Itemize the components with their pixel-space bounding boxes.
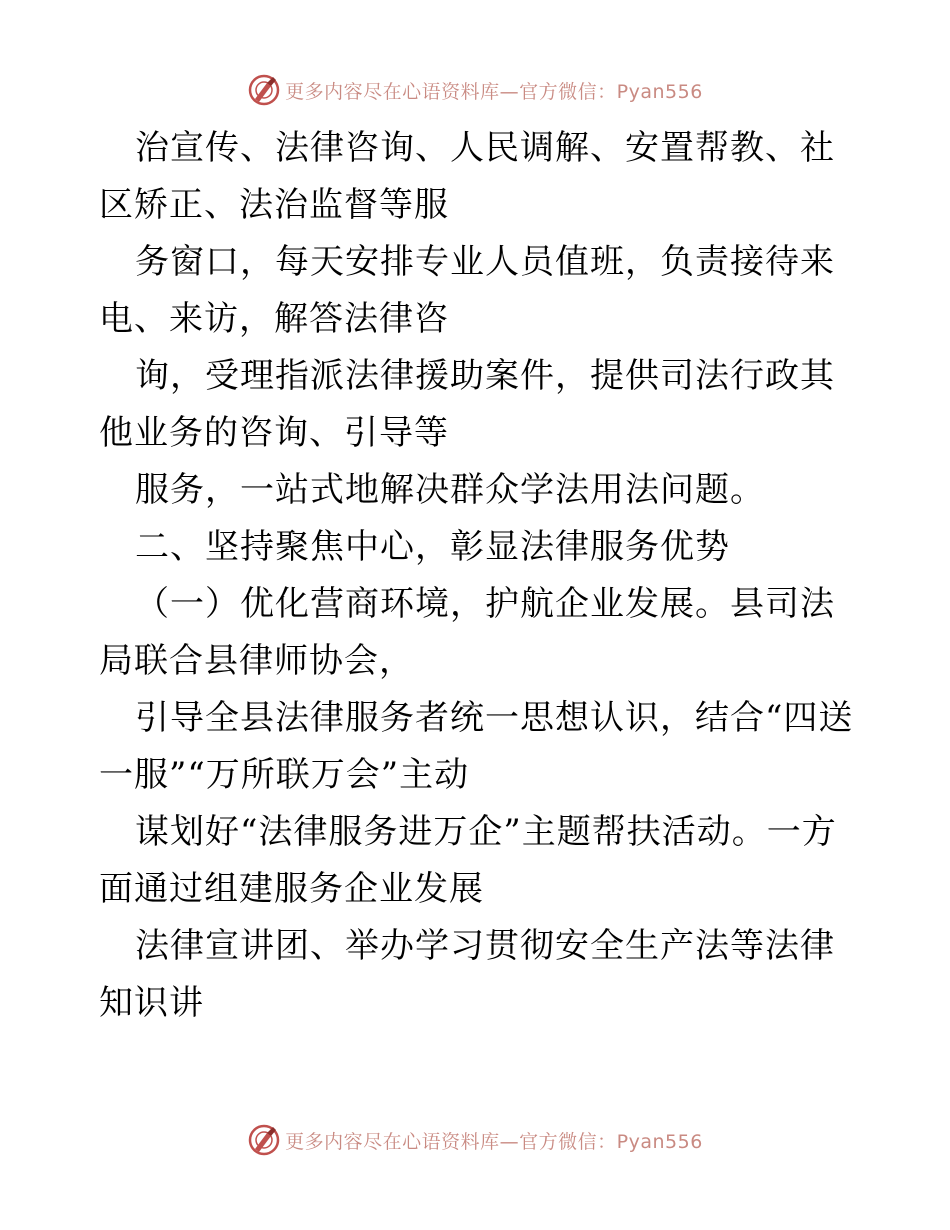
header-watermark-banner <box>0 70 950 110</box>
header-watermark-text: 更多内容尽在心语资料库—官方微信：Pyan556 <box>285 80 703 103</box>
paragraph: 引导全县法律服务者统一思想认识，结合“四送一服”“万所联万会”主动 <box>99 698 854 795</box>
paragraph: 服务，一站式地解决群众学法用法问题。 <box>135 470 765 510</box>
footer-watermark-banner <box>0 1120 950 1160</box>
paragraph: 谋划好“法律服务进万企”主题帮扶活动。一方面通过组建服务企业发展 <box>99 812 837 909</box>
paragraph: 询，受理指派法律援助案件，提供司法行政其他业务的咨询、引导等 <box>99 356 835 453</box>
red-seal-logo-icon <box>247 1123 281 1157</box>
paragraph: （一）优化营商环境，护航企业发展。县司法局联合县律师协会， <box>99 584 835 681</box>
paragraph: 法律宣讲团、举办学习贯彻安全生产法等法律知识讲 <box>99 926 835 1023</box>
red-seal-logo-icon <box>247 73 281 107</box>
paragraph: 务窗口，每天安排专业人员值班，负责接待来电、来访，解答法律咨 <box>99 242 835 339</box>
footer-watermark-text: 更多内容尽在心语资料库—官方微信：Pyan556 <box>285 1130 703 1153</box>
paragraph: 治宣传、法律咨询、人民调解、安置帮教、社区矫正、法治监督等服 <box>99 128 835 225</box>
section-heading: 二、坚持聚焦中心，彰显法律服务优势 <box>135 527 730 567</box>
document-body <box>99 120 859 1032</box>
